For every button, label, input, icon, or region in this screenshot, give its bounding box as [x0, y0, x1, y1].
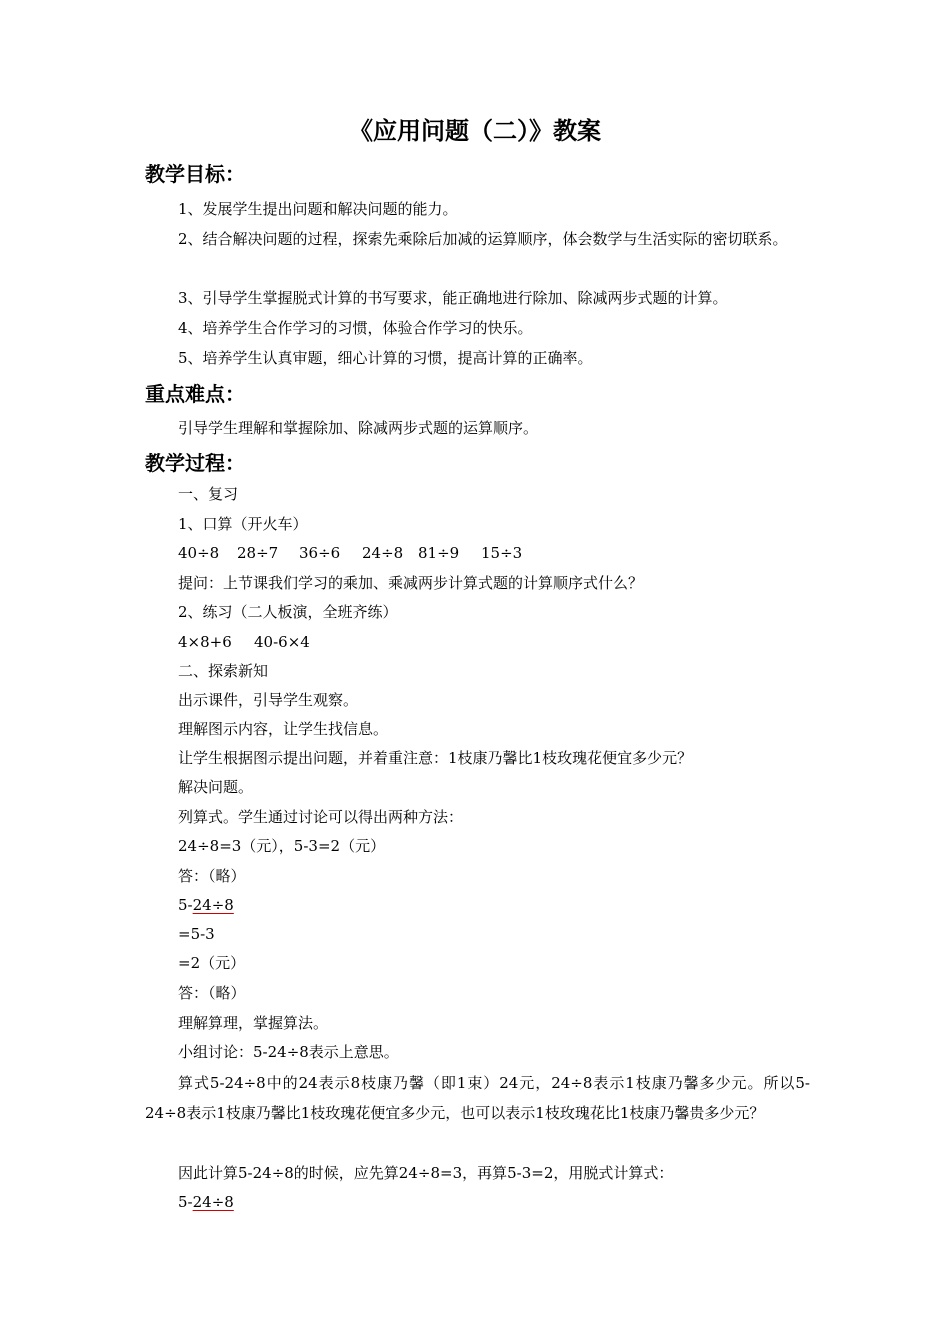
ask-text: 让学生根据图示提出问题，并着重注意：1枝康乃馨比1枝玫瑰花便宜多少元？	[178, 749, 693, 767]
practice-item: 4×8+6	[178, 633, 232, 651]
oral-item: 15÷3	[481, 544, 523, 562]
explanation-paragraph: 算式5-24÷8中的24表示8枝康乃馨（即1束）24元，24÷8表示1枝康乃馨多少元。所以5-24÷8表示1枝康乃馨比1枝玫瑰花便宜多少元，也可以表示1枝玫瑰花比1枝康乃馨贵多少元？	[145, 1074, 810, 1122]
answer-2: 答：（略）	[178, 984, 246, 1002]
group-discussion: 小组讨论：5-24÷8表示上意思。	[178, 1043, 399, 1061]
goal-item-1: 1、发展学生提出问题和解决问题的能力。	[178, 200, 458, 218]
solve-text: 解决问题。	[178, 778, 254, 796]
oral-item: 81÷9	[418, 544, 460, 562]
key-text: 引导学生理解和掌握除加、除减两步式题的运算顺序。	[178, 419, 539, 437]
goal-item-4: 4、培养学生合作学习的习惯，体验合作学习的快乐。	[178, 319, 533, 337]
goal-item-3: 3、引导学生掌握脱式计算的书写要求，能正确地进行除加、除减两步式题的计算。	[178, 289, 728, 307]
expression-prefix: 5-	[178, 896, 193, 914]
process-heading: 教学过程：	[145, 451, 245, 475]
understand-rule: 理解算理，掌握算法。	[178, 1014, 329, 1032]
oral-item: 24÷8	[362, 544, 404, 562]
question-text: 提问：上节课我们学习的乘加、乘减两步计算式题的计算顺序式什么？	[178, 574, 644, 592]
answer-1: 答：（略）	[178, 867, 246, 885]
practice-item: 40-6×4	[254, 633, 310, 651]
step-2: =2（元）	[178, 954, 246, 972]
oral-calc-label: 1、口算（开火车）	[178, 515, 308, 533]
step-1: =5-3	[178, 925, 215, 943]
oral-item: 36÷6	[299, 544, 341, 562]
document-title: 《应用问题（二）》教案	[349, 117, 601, 145]
understand-pic-text: 理解图示内容，让学生找信息。	[178, 720, 389, 738]
goal-item-5: 5、培养学生认真审题，细心计算的习惯，提高计算的正确率。	[178, 349, 593, 367]
goals-heading: 教学目标：	[145, 162, 245, 186]
review-heading: 一、复习	[178, 485, 239, 503]
formula-text: 列算式。学生通过讨论可以得出两种方法：	[178, 808, 464, 826]
practice-items	[178, 632, 310, 652]
oral-item: 28÷7	[237, 544, 279, 562]
method-1: 24÷8=3（元），5-3=2（元）	[178, 837, 386, 855]
therefore-text: 因此计算5-24÷8的时候，应先算24÷8=3，再算5-3=2，用脱式计算式：	[178, 1164, 674, 1182]
expression	[178, 895, 234, 915]
expression-underlined: 24÷8	[192, 896, 234, 914]
oral-calc-items	[178, 543, 522, 563]
expression-2-underlined: 24÷8	[192, 1193, 234, 1211]
practice-label: 2、练习（二人板演，全班齐练）	[178, 603, 398, 621]
explore-heading: 二、探索新知	[178, 662, 269, 680]
expression-2-prefix: 5-	[178, 1193, 193, 1211]
key-heading: 重点难点：	[145, 382, 245, 406]
goal-item-2: 2、结合解决问题的过程，探索先乘除后加减的运算顺序，体会数学与生活实际的密切联系。	[178, 230, 788, 248]
oral-item: 40÷8	[178, 544, 220, 562]
expression-2	[178, 1192, 234, 1212]
show-text: 出示课件，引导学生观察。	[178, 691, 359, 709]
